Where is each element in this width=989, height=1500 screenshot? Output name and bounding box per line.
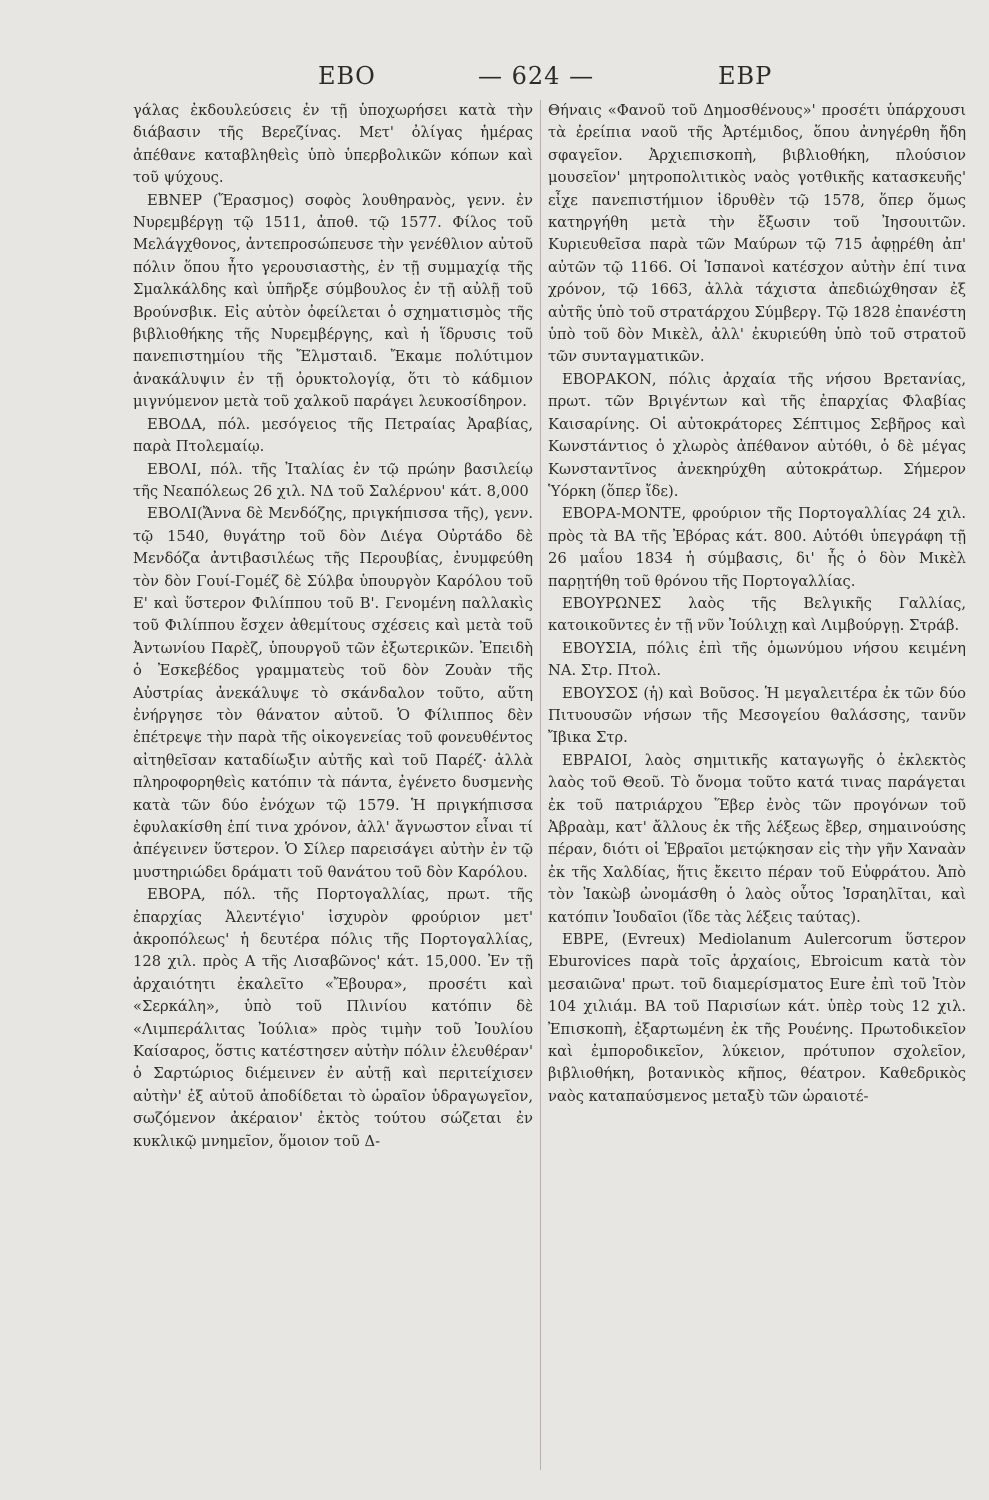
page-number: — 624 — (478, 62, 595, 90)
entry-paragraph: Θήναις «Φανοῦ τοῦ Δημοσθένους»' προσέτι ὑπάρχουσι τὰ ἐρείπια ναοῦ τῆς Ἀρτέμιδος, ὅπου ἀνηγέρθη ἤδη σφαγεῖον. Ἀρχιεπισκοπὴ, βιβλιοθήκη, πλούσιον μουσεῖον' μητροπολιτικὸς ναὸς γοτθικῆς κατασκευῆς' εἶχε πανεπιστήμιον ἱδρυθὲν τῷ 1578, ὅπερ ὅμως κατηργήθη μετὰ τὴν ἔξωσιν τοῦ Ἰησουιτῶν. Κυριευθεῖσα παρὰ τῶν Μαύρων τῷ 715 ἀφῃρέθη ἀπ' αὐτῶν τῷ 1166. Οἱ Ἱσπανοὶ κατέσχον αὐτὴν ἐπί τινα χρόνον, τῷ 1663, ἀλλὰ τάχιστα ἀπεδιώχθησαν ἐξ αὐτῆς ὑπὸ τοῦ στρατάρχου Σύμβεργ. Τῷ 1828 ἐπανέστη ὑπὸ τοῦ δὸν Μικὲλ, ἀλλ' ἐκυριεύθη ὑπὸ τοῦ στρατοῦ τῶν συνταγματικῶν. (548, 102, 966, 366)
entry-paragraph: ΕΒΟΛΙ, πόλ. τῆς Ἰταλίας ἐν τῷ πρώην βασιλείῳ τῆς Νεαπόλεως 26 χιλ. ΝΔ τοῦ Σαλέρνου' κάτ. 8,000 (133, 460, 533, 500)
entry-paragraph: ΕΒΡΕ, (Evreux) Mediolanum Aulercorum ὕστερον Eburovices παρὰ τοῖς ἀρχαίοις, Ebroicum κατὰ τὸν μεσαιῶνα' πρωτ. τοῦ διαμερίσματος Eure ἐπὶ τοῦ Ἰτὸν 104 χιλιάμ. ΒΑ τοῦ Παρισίων κάτ. ὑπὲρ τοὺς 12 χιλ. Ἐπισκοπὴ, ἐξαρτωμένη ἐκ τῆς Ρουένης. Πρωτοδικεῖον καὶ ἐμποροδικεῖον, λύκειον, πρότυπον σχολεῖον, βιβλιοθήκη, βοτανικὸς κῆπος, θέατρον. Καθεδρικὸς ναὸς καταπαύσμενος μεταξὺ τῶν ὡραιοτέ- (548, 931, 966, 1105)
header-right-keyword: ΕΒΡ (718, 62, 773, 90)
page-header (0, 62, 989, 102)
entry-paragraph: ΕΒΟΡΑ-ΜΟΝΤΕ, φρούριον τῆς Πορτογαλλίας 24 χιλ. πρὸς τὰ ΒΑ τῆς Ἐβόρας κάτ. 800. Αὐτόθι ὑπεγράφη τῇ 26 μαΐου 1834 ἡ σύμβασις, δι' ἧς ὁ δὸν Μικὲλ παρῃτήθη τοῦ θρόνου τῆς Πορτογαλλίας. (548, 505, 966, 590)
entry-paragraph: ΕΒΟΛΙ(Ἄννα δὲ Μενδόζης, πριγκήπισσα τῆς), γενν. τῷ 1540, θυγάτηρ τοῦ δὸν Διέγα Οὐρτάδο δὲ Μενδόζα ἀντιβασιλέως τῆς Περουβίας, ἐνυμφεύθη τὸν δὸν Γουί-Γομέζ δὲ Σύλβα ὑπουργὸν Καρόλου τοῦ Ε' καὶ ὕστερον Φιλίππου τοῦ Β'. Γενομένη παλλακὶς τοῦ Φιλίππου ἔσχεν ἀθεμίτους σχέσεις καὶ μετὰ τοῦ Ἀντωνίου Παρὲζ, ὑπουργοῦ τῶν ἐξωτερικῶν. Ἐπειδὴ ὁ Ἐσκεβέδος γραμματεὺς τοῦ δὸν Ζουὰν τῆς Αὐστρίας ἀνεκάλυψε τὸ σκάνδαλον τοῦτο, αὕτη ἐνήργησε τὸν θάνατον αὐτοῦ. Ὁ Φίλιππος δὲν ἐπέτρεψε τὴν παρὰ τῆς οἰκογενείας τοῦ φονευθέντος αἰτηθεῖσαν καταδίωξιν αὐτῆς καὶ τοῦ Παρέζ· ἀλλὰ πληροφορηθεὶς κατόπιν τὰ πάντα, ἐγένετο δυσμενὴς κατὰ τῶν δύο ἐνόχων τῷ 1579. Ἡ πριγκήπισσα ἐφυλακίσθη ἐπί τινα χρόνον, ἀλλ' ἄγνωστον εἶναι τί ἀπέγεινεν ὕστερον. Ὁ Σίλερ παρεισάγει αὐτὴν ἐν τῷ μυστηριώδει δράματι τοῦ θανάτου τοῦ δὸν Καρόλου. (133, 505, 533, 881)
entry-paragraph: ΕΒΟΥΡΩΝΕΣ λαὸς τῆς Βελγικῆς Γαλλίας, κατοικοῦντες ἐν τῇ νῦν Ἰούλιχῃ καὶ Λιμβούργῃ. Στράβ. (548, 594, 966, 635)
entry-paragraph: γάλας ἐκδουλεύσεις ἐν τῇ ὑποχωρήσει κατὰ τὴν διάβασιν τῆς Βερεζίνας. Μετ' ὀλίγας ἡμέρας ἀπέθανε καταβληθεὶς ὑπὸ ὑπερβολικῶν κόπων καὶ τοῦ ψύχους. (133, 102, 533, 187)
entry-paragraph: ΕΒΟΥΣΙΑ, πόλις ἐπὶ τῆς ὁμωνύμου νήσου κειμένη ΝΑ. Στρ. Πτολ. (548, 639, 966, 680)
right-column (548, 100, 966, 1108)
entry-paragraph: ΕΒΡΑΙΟΙ, λαὸς σημιτικῆς καταγωγῆς ὁ ἐκλεκτὸς λαὸς τοῦ Θεοῦ. Τὸ ὄνομα τοῦτο κατά τινας παράγεται ἐκ τοῦ πατριάρχου Ἕβερ ἐνὸς τῶν προγόνων τοῦ Ἀβραὰμ, κατ' ἄλλους ἐκ τῆς λέξεως ἔβερ, σημαινούσης πέραν, διότι οἱ Ἑβραῖοι μετῴκησαν εἰς τὴν γῆν Χαναὰν ἐκ τῆς Χαλδίας, ἥτις ἔκειτο πέραν τοῦ Εὐφράτου. Ἀπὸ τὸν Ἰακὼβ ὠνομάσθη ὁ λαὸς οὗτος Ἰσραηλῖται, καὶ κατόπιν Ἰουδαῖοι (ἴδε τὰς λέξεις ταύτας). (548, 751, 966, 926)
column-divider (540, 100, 541, 1470)
entry-paragraph: ΕΒΟΔΑ, πόλ. μεσόγειος τῆς Πετραίας Ἀραβίας, παρὰ Πτολεμαίῳ. (133, 415, 533, 456)
entry-paragraph: ΕΒΟΥΣΟΣ (ἡ) καὶ Βοῦσος. Ἡ μεγαλειτέρα ἐκ τῶν δύο Πιτυουσῶν νήσων τῆς Μεσογείου θαλάσσης, τανῦν Ἴβικα Στρ. (548, 684, 966, 747)
left-column (133, 100, 533, 1153)
entry-paragraph: ΕΒΟΡΑΚΟΝ, πόλις ἀρχαία τῆς νήσου Βρετανίας, πρωτ. τῶν Βριγέντων καὶ τῆς ἐπαρχίας Φλαβίας Καισαρίνης. Οἱ αὐτοκράτορες Σέπτιμος Σεβῆρος καὶ Κωνστάντιος ὁ χλωρὸς ἀπέθανον αὐτόθι, ὁ δὲ μέγας Κωνσταντῖνος ἀνεκηρύχθη αὐτοκράτωρ. Σήμερον Ὑόρκη (ὅπερ ἴδε). (548, 370, 966, 500)
entry-paragraph: ΕΒΟΡΑ, πόλ. τῆς Πορτογαλλίας, πρωτ. τῆς ἐπαρχίας Ἀλεντέγιο' ἰσχυρὸν φρούριον μετ' ἀκροπόλεως' ἡ δευτέρα πόλις τῆς Πορτογαλλίας, 128 χιλ. πρὸς Α τῆς Λισαβῶνος' κάτ. 15,000. Ἐν τῇ ἀρχαιότητι ἐκαλεῖτο «Ἔβουρα», προσέτι καὶ «Σερκάλη», ὑπὸ τοῦ Πλινίου κατόπιν δὲ «Λιμπεράλιτας Ἰούλια» πρὸς τιμὴν τοῦ Ἰουλίου Καίσαρος, ὅστις κατέστησεν αὐτὴν πόλιν ἐλευθέραν' ὁ Σαρτώριος διέμεινεν ἐν αὐτῇ καὶ περιτείχισεν αὐτὴν' ἐξ αὐτοῦ ἀποδίδεται τὸ ὡραῖον ὑδραγωγεῖον, σωζόμενον ἀκέραιον' ἐκτὸς τούτου σώζεται ἐν κυκλικῷ μνημεῖον, ὅμοιον τοῦ Δ- (133, 886, 533, 1150)
header-left-keyword: ΕΒΟ (318, 62, 376, 90)
entry-paragraph: ΕΒΝΕΡ (Ἔρασμος) σοφὸς λουθηρανὸς, γενν. ἐν Νυρεμβέργῃ τῷ 1511, ἀποθ. τῷ 1577. Φίλος τοῦ Μελάγχθονος, ἀντεπροσώπευσε τὴν γενέθλιον αὐτοῦ πόλιν ὅπου ἦτο γερουσιαστὴς, ἐν τῇ συμμαχίᾳ τῆς Σμαλκάλδης καὶ ὑπῆρξε σύμβουλος ἐν τῇ αὐλῇ τοῦ Βρούνσβικ. Εἰς αὐτὸν ὀφείλεται ὁ σχηματισμὸς τῆς βιβλιοθήκης τῆς Νυρεμβέργης, καὶ ἡ ἵδρυσις τοῦ πανεπιστημίου τῆς Ἔλμσταιδ. Ἔκαμε πολύτιμον ἀνακάλυψιν ἐν τῇ ὀρυκτολογίᾳ, ὅτι τὸ κάδμιον μιγνύμενον μετὰ τοῦ χαλκοῦ παράγει λευκοσίδηρον. (133, 191, 533, 411)
